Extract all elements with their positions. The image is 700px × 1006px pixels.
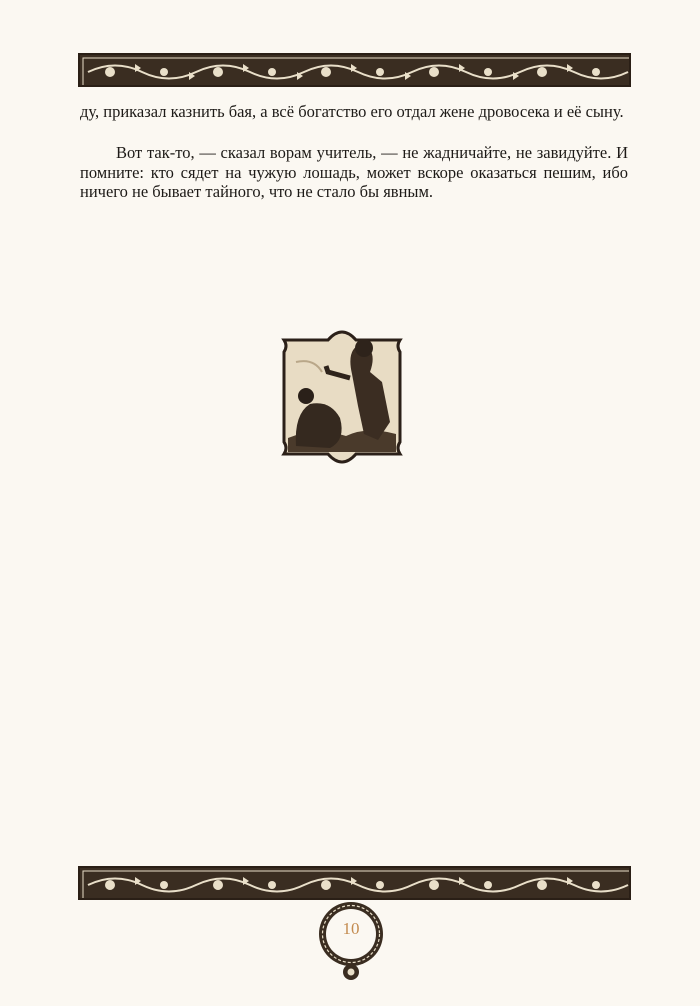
illustration-vignette (266, 322, 418, 474)
paragraph-continuation: ду, приказал казнить бая, а всё богатство его отдал жене дровосека и её сыну. (80, 102, 624, 121)
top-ornamental-border (78, 53, 631, 87)
bottom-ornamental-border (78, 866, 631, 900)
paragraph-moral: Вот так-то, — сказал ворам учитель, — не жадничайте, не завидуйте. И помните: кто сядет на чужую лошадь, может вскоре оказаться пешим, ибо ничего не бывает тайного, что не стало бы явным. (80, 143, 628, 201)
page-number-medallion (315, 898, 387, 986)
page-number: 10 (342, 919, 360, 938)
